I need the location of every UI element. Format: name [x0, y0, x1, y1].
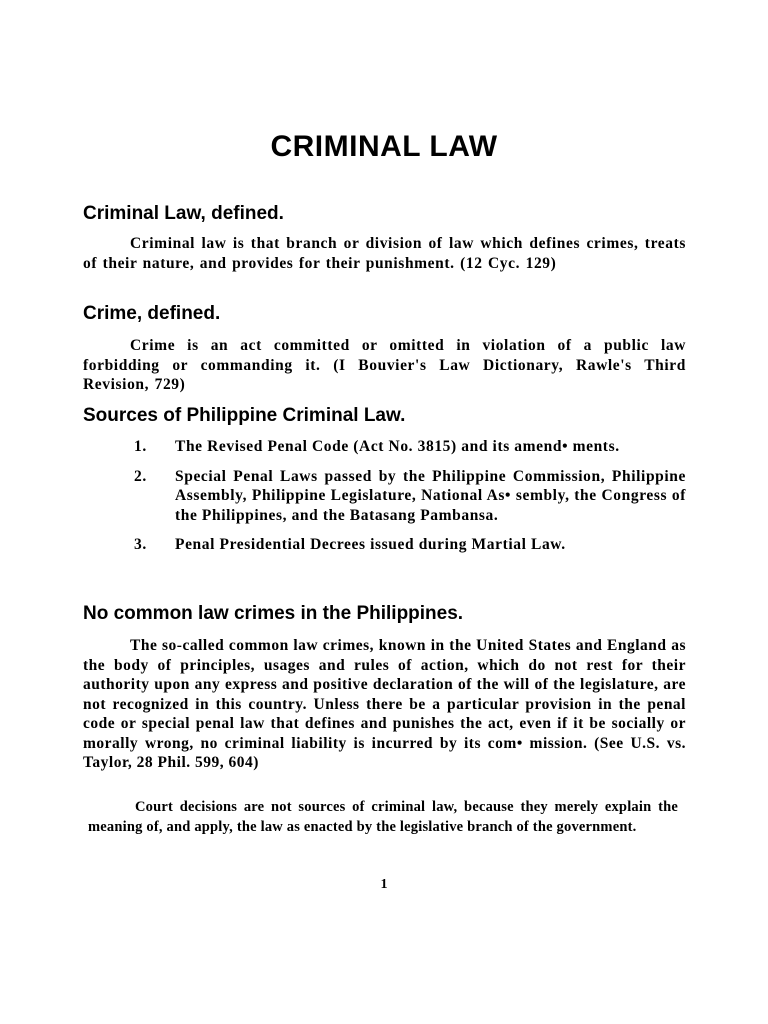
paragraph-common-law-crimes: The so-called common law crimes, known in the United States and England as the body of principles, usages and rules of action, which do not rest for their authority upon any express and positive declaration of the will of the legislature, are not recognized in this country. Unless there be a particular provision in the penal code or special penal law that defines and punishes the act, even if it be socially or morally wrong, no criminal liability is incurred by its com• mission. (See U.S. vs. Taylor, 28 Phil. 599, 604)	[83, 637, 686, 771]
page-title: CRIMINAL LAW	[270, 130, 498, 163]
list-item	[134, 467, 686, 526]
heading-sources: Sources of Philippine Criminal Law.	[83, 405, 406, 426]
sources-list	[134, 437, 686, 555]
list-item-number: 2.	[134, 467, 147, 485]
list-item	[134, 437, 686, 457]
list-item-text: Penal Presidential Decrees issued during Martial Law.	[175, 536, 566, 553]
heading-criminal-law-defined: Criminal Law, defined.	[83, 203, 284, 224]
list-item-number: 1.	[134, 438, 147, 455]
paragraph-crime-definition: Crime is an act committed or omitted in violation of a public law forbidding or commanding it. (I Bouvier's Law Dictionary, Rawle's Third Revision, 729)	[83, 337, 686, 393]
list-item	[134, 535, 686, 555]
heading-no-common-law-crimes: No common law crimes in the Philippines.	[83, 603, 464, 624]
page-number: 1	[380, 877, 388, 892]
list-item-text: Special Penal Laws passed by the Philippine Commission, Philippine Assembly, Philippine Legislature, National As• sembly, the Congress of the Philippines, and the Batasang Pambansa.	[175, 467, 686, 524]
heading-crime-defined: Crime, defined.	[83, 303, 221, 324]
list-item-number: 3.	[134, 536, 147, 553]
list-item-text: The Revised Penal Code (Act No. 3815) and its amend• ments.	[175, 438, 620, 455]
paragraph-criminal-law-definition: Criminal law is that branch or division of law which defines crimes, treats of their nature, and provides for their punishment. (12 Cyc. 129)	[83, 235, 686, 272]
paragraph-court-decisions: Court decisions are not sources of criminal law, because they merely explain the meaning of, and apply, the law as enacted by the legislative branch of the government.	[88, 799, 678, 835]
